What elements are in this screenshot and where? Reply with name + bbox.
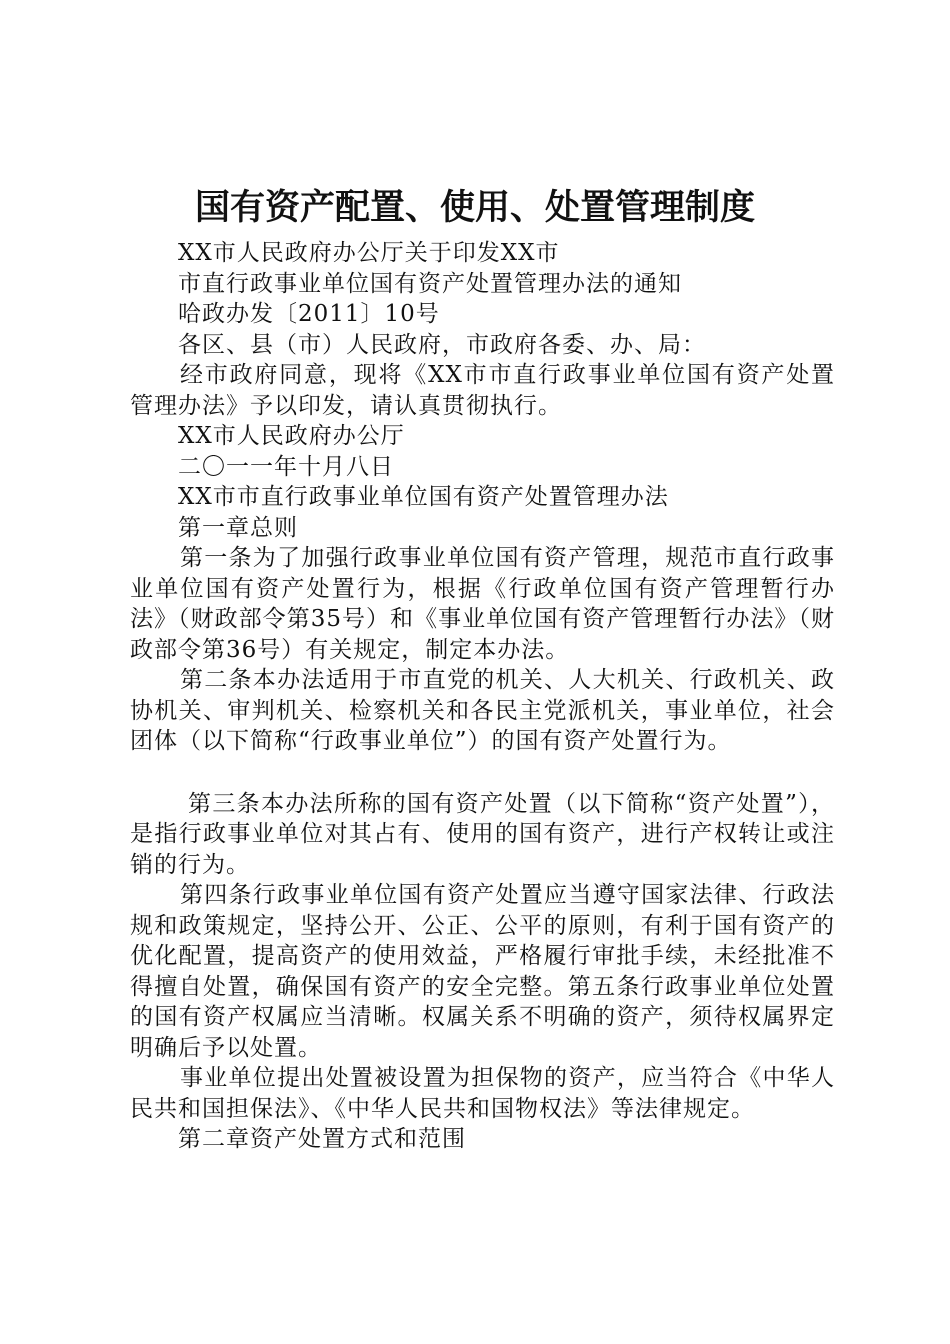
guarantee-paragraph: 事业单位提出处置被设置为担保物的资产，应当符合《中华人民共和国担保法》、《中华人民共和国物权法》等法律规定。 [130,1065,835,1122]
intro-paragraph: 经市政府同意，现将《XX市市直行政事业单位国有资产处置管理办法》予以印发，请认真贯彻执行。 [130,362,835,419]
issue-date: 二〇一一年十月八日 [178,453,394,480]
chapter-1-heading: 第一章总则 [178,514,298,541]
document-title: 国有资产配置、使用、处置管理制度 [194,187,755,228]
notice-line-1: XX市人民政府办公厅关于印发XX市 [178,240,560,266]
article-4-5: 第四条行政事业单位国有资产处置应当遵守国家法律、行政法规和政策规定，坚持公开、公正、公平的原则，有利于国有资产的优化配置，提高资产的使用效益，严格履行审批手续，未经批准不得擅自处置，确保国有资产的安全完整。第五条行政事业单位处置的国有资产权属应当清晰。权属关系不明确的资产，须待权属界定明确后予以处置。 [130,882,835,1061]
doc-number: 哈政办发〔2011〕10号 [178,301,440,327]
issuer: XX市人民政府办公厅 [178,423,405,449]
measures-title: XX市市直行政事业单位国有资产处置管理办法 [178,484,669,510]
notice-line-2: 市直行政事业单位国有资产处置管理办法的通知 [178,270,682,297]
addressee: 各区、县（市）人民政府，市政府各委、办、局： [178,331,706,358]
chapter-2-heading: 第二章资产处置方式和范围 [178,1126,466,1152]
document-body [130,238,835,1155]
article-1: 第一条为了加强行政事业单位国有资产管理，规范市直行政事业单位国有资产处置行为，根据《行政单位国有资产管理暂行办法》（财政部令第35号）和《事业单位国有资产管理暂行办法》（财政部令第36号）有关规定，制定本办法。 [130,545,835,663]
article-2: 第二条本办法适用于市直党的机关、人大机关、行政机关、政协机关、审判机关、检察机关和各民主党派机关，事业单位，社会团体（以下简称“行政事业单位”）的国有资产处置行为。 [130,667,835,754]
article-3: 第三条本办法所称的国有资产处置（以下简称“资产处置”），是指行政事业单位对其占有、使用的国有资产，进行产权转让或注销的行为。 [130,790,835,878]
blank-line [130,757,835,789]
